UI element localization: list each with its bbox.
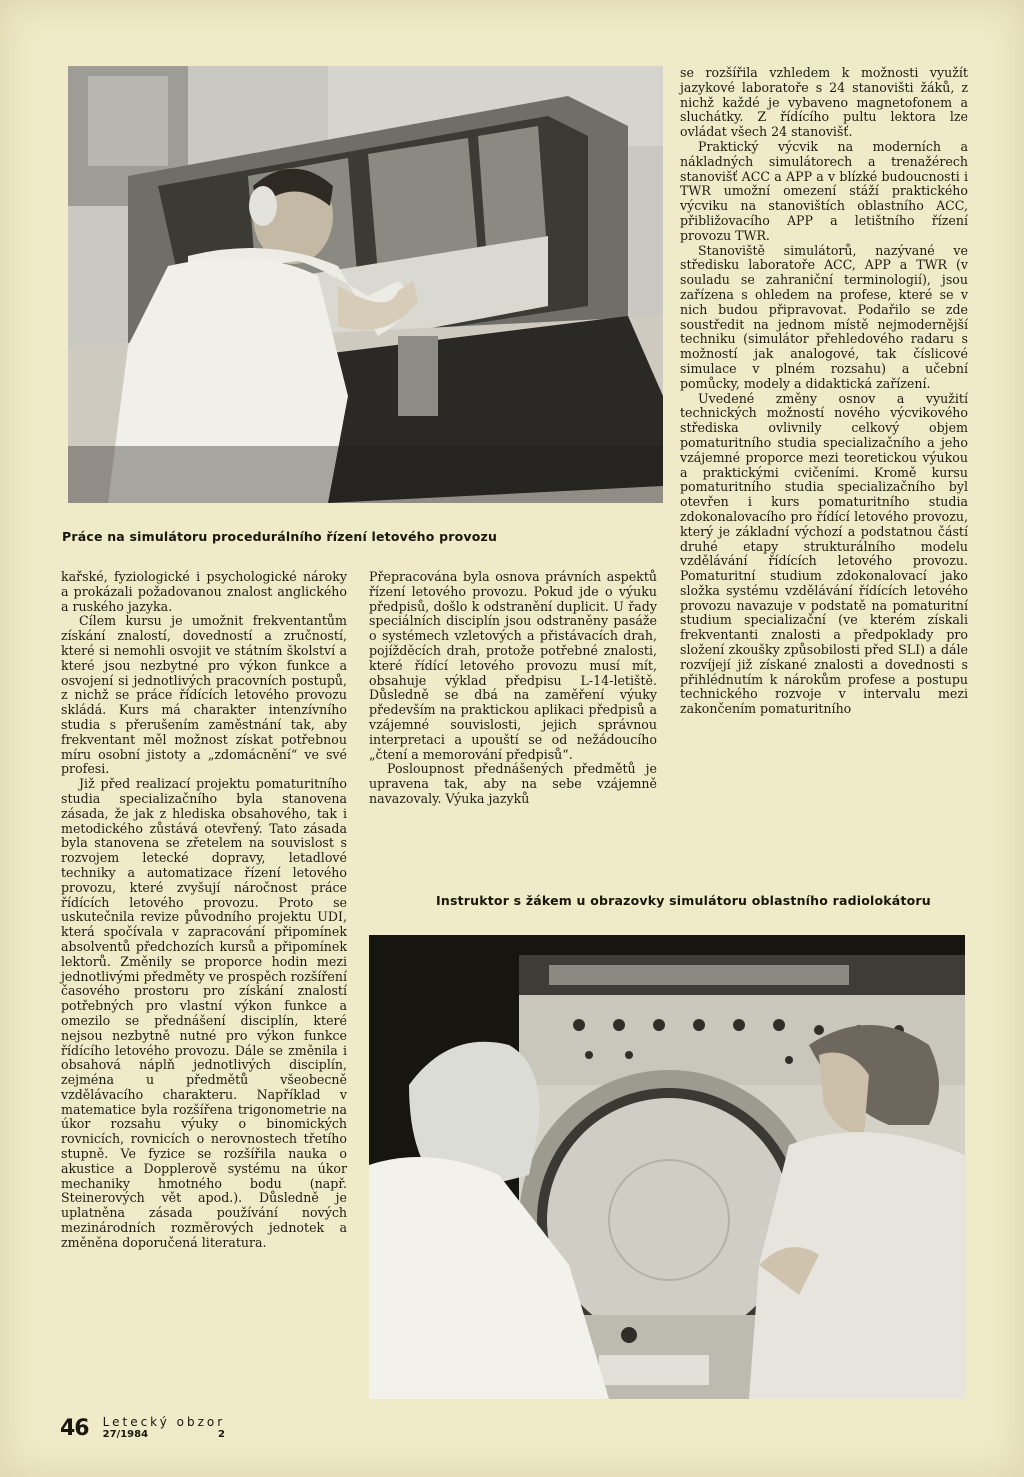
- photo-radar-simulator-image: [369, 935, 965, 1399]
- magazine-title: Letecký obzor: [102, 1415, 226, 1429]
- magazine-issue: [103, 1429, 226, 1441]
- article-column-right: [680, 66, 968, 717]
- issue-date: 27/1984: [102, 1429, 149, 1440]
- article-column-middle: [369, 570, 657, 807]
- paragraph: kařské, fyziologické i psychologické nároky a prokázali požadovanou znalost anglického a ruského jazyka.: [61, 569, 347, 614]
- page-number: 46: [60, 1416, 89, 1441]
- paragraph: Stanoviště simulátorů, nazývané ve středisku laboratoře ACC, APP a TWR (v souladu se zahraniční terminologií), jsou zařízena s ohledem na profese, které se v nich budou připravovat. Podařilo se zde soustředit na jednom místě nejmodernější techniku (simulátor přehledového radaru s možností jak analogové, tak číslicové simulace v plném rozsahu) a učební pomůcky, modely a didaktická zařízení.: [680, 242, 968, 391]
- paragraph: Cílem kursu je umožnit frekventantům získání znalostí, dovedností a zručností, které si nemohli osvojit ve státním školství a které jsou nezbytné pro výkon funkce a osvojení si jednotlivých pracovních postupů, z nichž se práce řídících letového provozu skládá. Kurs má charakter intenzívního studia s přerušením zaměstnání tak, aby frekventant měl možnost získat potřebnou míru osobní jistoty a „zdomácnění“ ve své profesi.: [61, 613, 347, 777]
- paragraph: Již před realizací projektu pomaturitního studia specializačního byla stanovena zásada, že jak z hlediska obsahového, tak i metodického zůstává otevřený. Tato zásada byla stanovena se zřetelem na souvislost s rozvojem letecké dopravy, letadlové techniky a automatizace řízení letového provozu, které zvyšují náročnost práce řídících letového provozu. Proto se uskutečnila revize původního projektu UDI, která spočívala v zapracování připomínek absolventů předchozích kursů a připomínek lektorů. Změnily se proporce hodin mezi jednotlivými předměty ve prospěch rozšíření časového prostoru pro získání znalostí potřebných pro vlastní výkon funkce a omezilo se přednášení disciplín, které nejsou nezbytně nutné pro výkon funkce řídícího letového provozu. Dále se změnila i obsahová náplň jednotlivých disciplín, zejména u předmětů všeobecně vzdělávacího charakteru. Například v matematice byla rozšířena trigonometrie na úkor rozsahu výuky o binomických rovnicích, rovnicích o nerovnostech třetího stupně. Ve fyzice se rozšířila nauka o akustice a Dopplerově systému na úkor mechaniky hmotného bodu (např. Steinerových vět apod.). Důsledně je uplatněna zásada používání nových mezinárodních rozměrových jednotek a změněna doporučená literatura.: [61, 776, 347, 1250]
- paragraph: Posloupnost přednášených předmětů je upravena tak, aby na sebe vzájemně navazovaly. Výuka jazyků: [369, 761, 657, 806]
- article-column-left: [61, 570, 347, 1251]
- photo-caption-radar: Instruktor s žákem u obrazovky simulátoru oblastního radiolokátoru: [436, 893, 931, 908]
- paragraph: Praktický výcvik na moderních a nákladných simulátorech a trenažérech stanovišť ACC a APP a v blízké budoucnosti i TWR umožní omezení stáží praktického výcviku na stanovištích oblastního ACC, přibližovacího APP a letištního řízení provozu TWR.: [680, 138, 968, 243]
- paragraph: Přepracována byla osnova právních aspektů řízení letového provozu. Pokud jde o výuku předpisů, došlo k odstranění duplicit. U řady speciálních disciplín jsou odstraněny pasáže o systémech vzletových a přistávacích drah, pojížděcích drah, protože potřebné znalosti, které řídící letového provozu musí mít, obsahuje výklad předpisu L-14-letiště. Důsledně se dbá na zaměření výuky především na praktickou aplikaci předpisů a vzájemné souvislosti, jejich správnou interpretaci a upouští se od nežádoucího „čtení a memorování předpisů“.: [369, 569, 657, 762]
- photo-radar-simulator: [369, 935, 965, 1399]
- paragraph: se rozšířila vzhledem k možnosti využít jazykové laboratoře s 24 stanovišti žáků, z nichž každé je vybaveno magnetofonem a sluchátky. Z řídícího pultu lektora lze ovládat všech 24 stanovišť.: [680, 65, 968, 140]
- photo-simulator-operator: [68, 66, 663, 503]
- page-footer: [60, 1416, 225, 1442]
- magazine-info: [103, 1416, 226, 1441]
- issue-number: 2: [218, 1429, 225, 1440]
- photo-caption-simulator: Práce na simulátoru procedurálního řízení letového provozu: [62, 529, 498, 544]
- photo-simulator-operator-image: [68, 66, 663, 503]
- paragraph: Uvedené změny osnov a využití technických možností nového výcvikového střediska ovlivnily celkový objem pomaturitního studia specializačního a jeho vzájemné proporce mezi teoretickou výukou a praktickými cvičeními. Kromě kursu pomaturitního studia specializačního byl otevřen i kurs pomaturitního studia zdokonalovacího pro řídící letového provozu, který je základní výchozí a podstatnou částí druhé etapy strukturálního modelu vzdělávání řídících letového provozu. Pomaturitní studium zdokonalovací jako složka systému vzdělávání řídících letového provozu navazuje v podstatě na pomaturitní studium specializační (ve kterém získali frekventanti znalosti a předpoklady pro složení zkoušky způsobilosti před SLI) a dále rozvíjejí již získané znalosti a dovednosti s přihlédnutím k nárokům profese a postupu technického rozvoje v intervalu mezi zakončením pomaturitního: [680, 390, 968, 717]
